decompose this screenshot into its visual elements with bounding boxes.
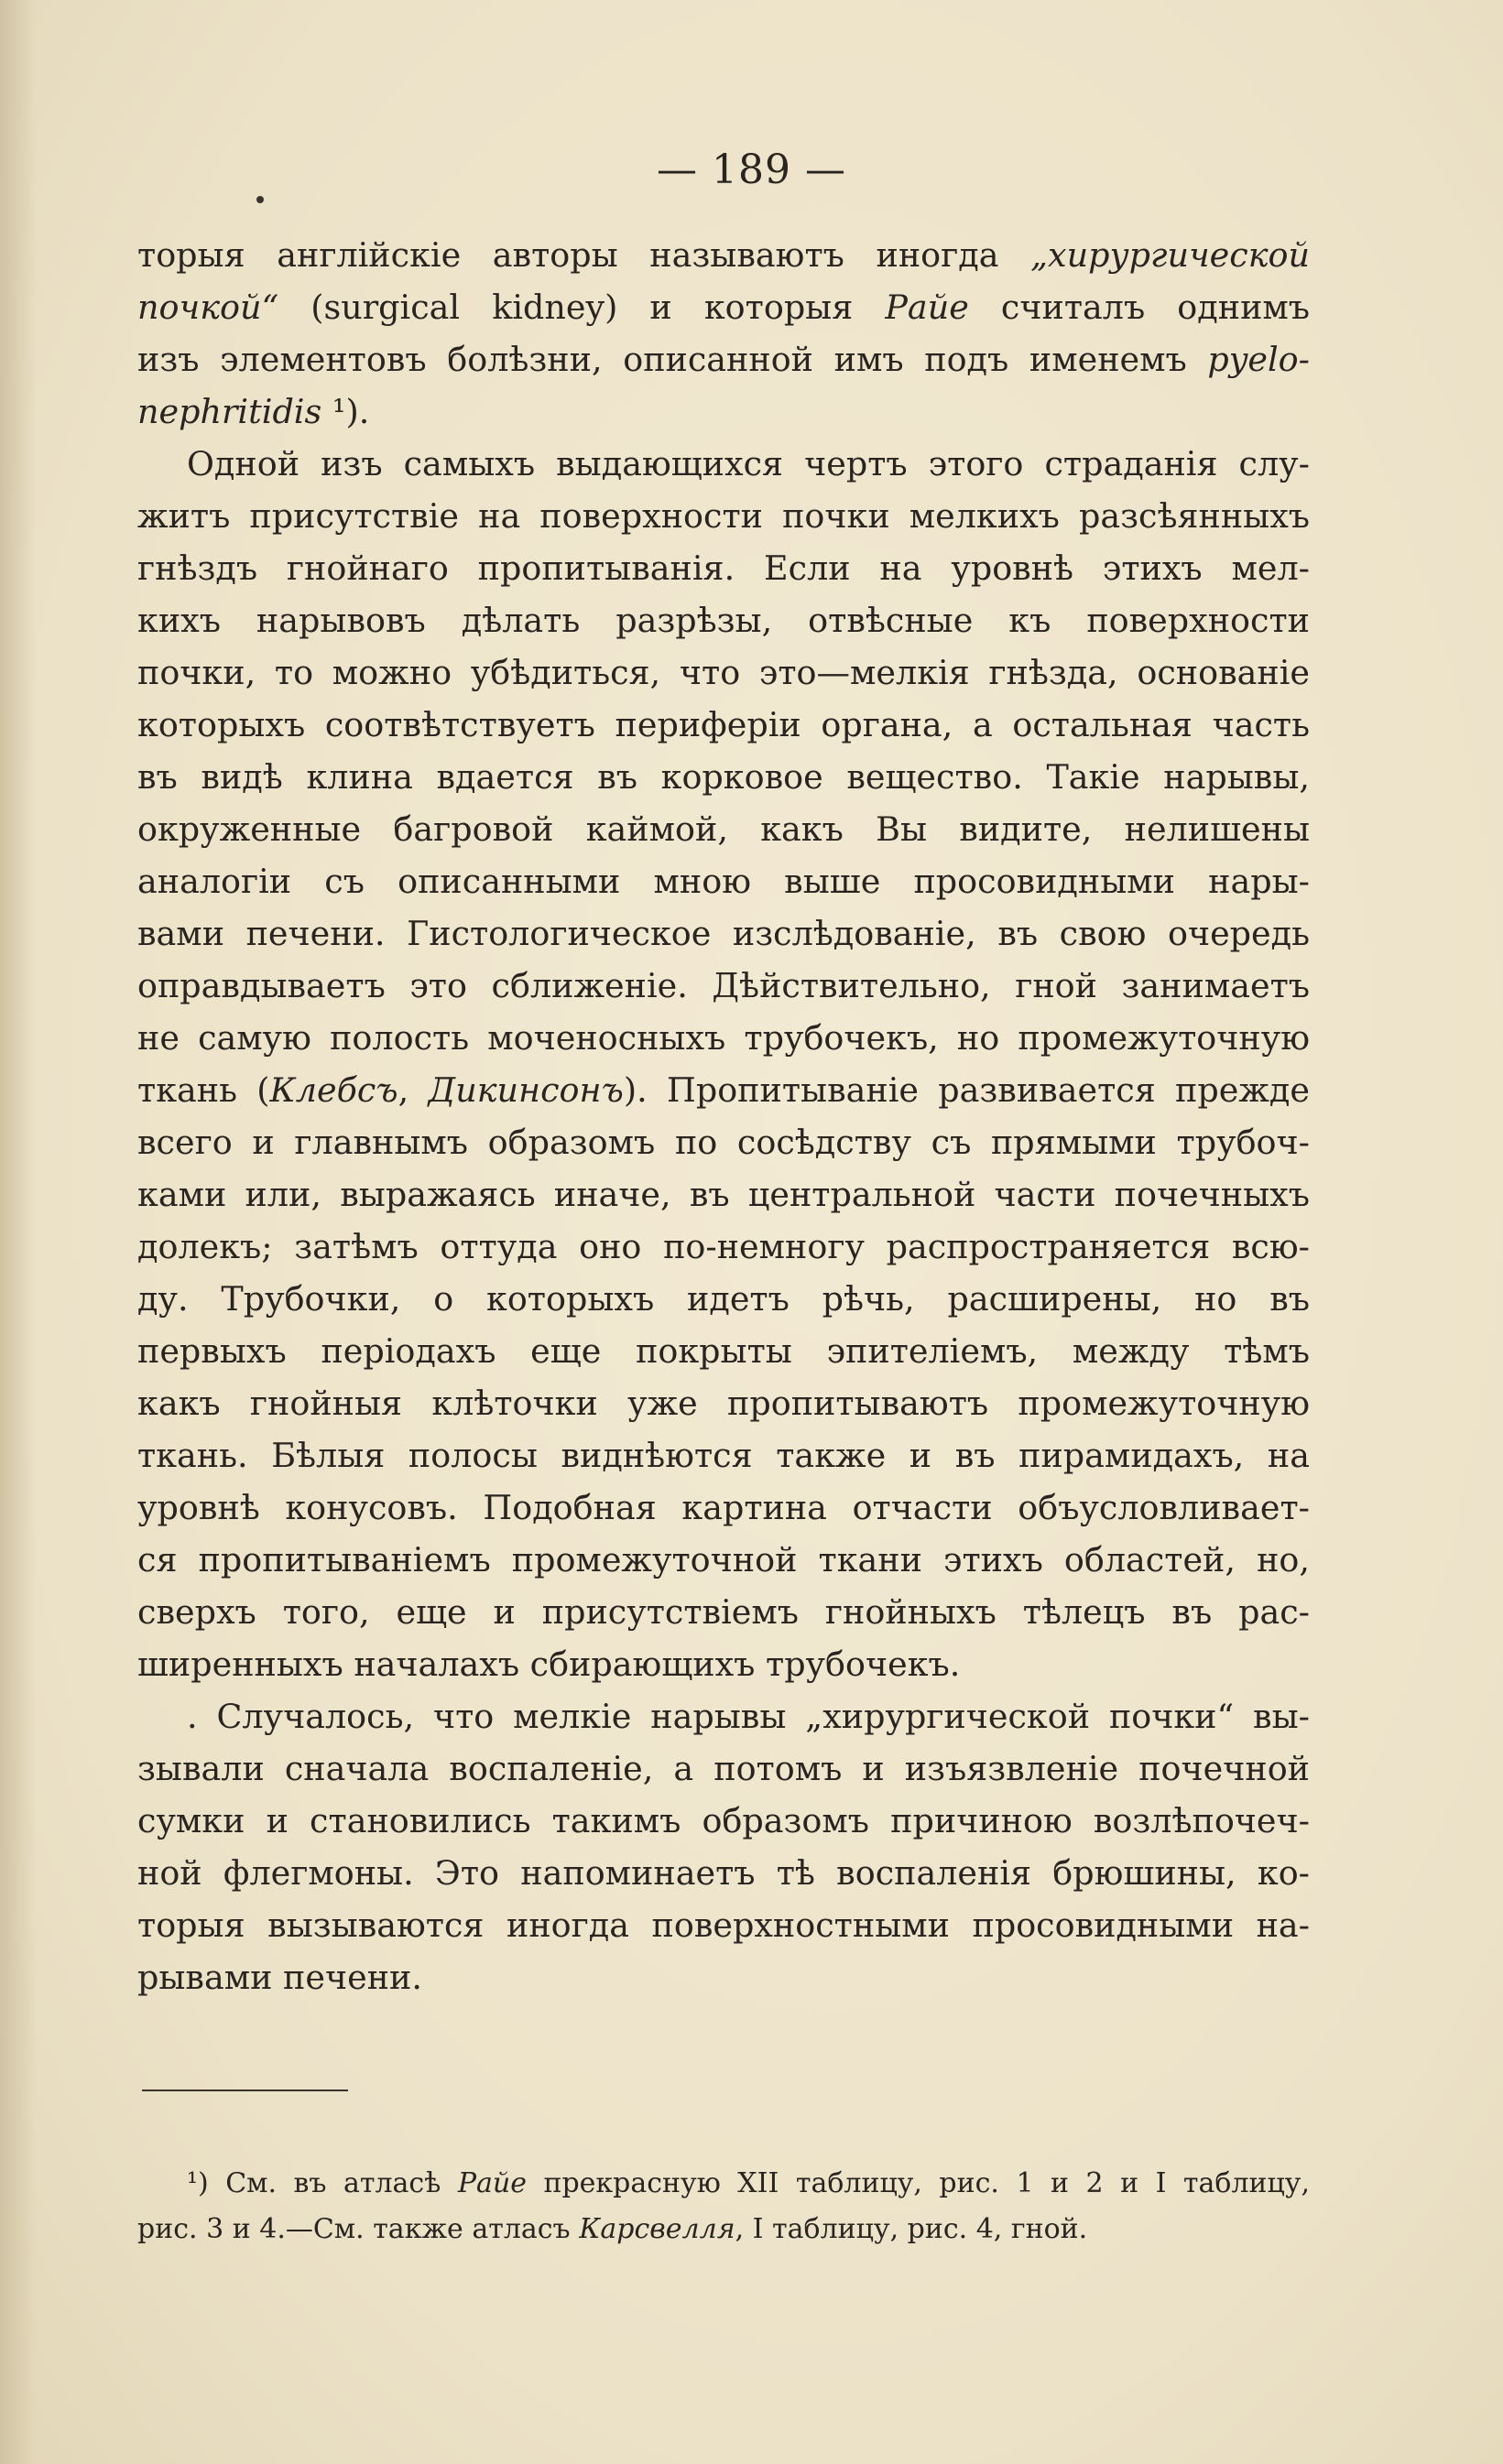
text-run: вами печени. Гистологическое изслѣдованіе, въ свою очередь [137, 914, 1310, 953]
text-line [137, 751, 1310, 803]
text-line [137, 1951, 1310, 2003]
text-run: ткань. Бѣлыя полосы виднѣются также и въ пирамидахъ, на [137, 1436, 1310, 1475]
text-line [137, 281, 1310, 333]
text-run: зывали сначала воспаленіе, а потомъ и изъязвленіе почечной [137, 1749, 1310, 1788]
italic-text: Дикинсонъ [428, 1070, 624, 1110]
text-line [137, 333, 1310, 385]
italic-text: почкой“ [137, 288, 279, 327]
footnote-rule [142, 2090, 348, 2091]
text-run: торыя англійскіе авторы называютъ иногда [137, 235, 1031, 275]
spine-shadow [0, 0, 37, 2464]
text-run: аналогіи съ описанными мною выше просовидными нары- [137, 862, 1310, 901]
paragraph [137, 438, 1310, 1690]
text-line [137, 2161, 1310, 2207]
italic-text: nephritidis [137, 392, 322, 431]
text-run: почки, то можно убѣдиться, что это—мелкія гнѣзда, основаніе [137, 653, 1310, 692]
text-line [137, 594, 1310, 646]
body-text [137, 229, 1310, 2003]
text-line [137, 1795, 1310, 1847]
text-line [137, 1221, 1310, 1273]
text-run: Одной изъ самыхъ выдающихся чертъ этого страданія слу- [187, 444, 1310, 483]
text-line [137, 1377, 1310, 1429]
footnote [137, 2161, 1310, 2252]
text-run: ¹). [321, 392, 370, 431]
text-run: (surgical kidney) и которыя [278, 288, 886, 327]
text-run: ду. Трубочки, о которыхъ идетъ рѣчь, расширены, но въ [137, 1279, 1310, 1319]
text-line [137, 960, 1310, 1012]
text-run: въ видѣ клина вдается въ корковое вещество. Такіе нарывы, [137, 757, 1310, 797]
italic-text: Райе [457, 2167, 527, 2199]
text-run: кихъ нарывовъ дѣлать разрѣзы, отвѣсные къ поверхности [137, 601, 1310, 640]
text-run: сумки и становились такимъ образомъ причиною возлѣпочеч- [137, 1801, 1310, 1840]
text-run: изъ элементовъ болѣзни, описанной имъ подъ именемъ [137, 340, 1208, 379]
paragraph [137, 229, 1310, 438]
text-line [137, 1899, 1310, 1951]
text-line [137, 1742, 1310, 1795]
text-run: житъ присутствіе на поверхности почки мелкихъ разсѣянныхъ [137, 496, 1310, 536]
text-line [137, 490, 1310, 542]
italic-text: Клебсъ [269, 1070, 398, 1110]
text-line [137, 2207, 1310, 2252]
text-line [137, 438, 1310, 490]
ink-dot [256, 196, 264, 203]
text-run: , [398, 1070, 429, 1110]
text-run: рывами печени. [137, 1958, 422, 1997]
text-run: ками или, выражаясь иначе, въ центральной части почечныхъ [137, 1175, 1310, 1214]
text-line [137, 1273, 1310, 1325]
text-run: долекъ; затѣмъ оттуда оно по-немногу распространяется всю- [137, 1227, 1310, 1266]
text-run: ной флегмоны. Это напоминаетъ тѣ воспаленія брюшины, ко- [137, 1853, 1310, 1893]
text-run: ). Пропитываніе развивается прежде [623, 1070, 1310, 1110]
text-run: считалъ однимъ [968, 288, 1310, 327]
text-run: которыхъ соотвѣтствуетъ периферіи органа, а остальная часть [137, 705, 1310, 744]
text-line [137, 855, 1310, 907]
text-run: . Случалось, что мелкіе нарывы „хирургической почки“ вы- [187, 1697, 1310, 1736]
text-run: какъ гнойныя клѣточки уже пропитываютъ промежуточную [137, 1384, 1310, 1423]
text-run: рис. 3 и 4.—См. также атласъ [137, 2213, 580, 2245]
text-line [137, 1325, 1310, 1377]
text-line [137, 229, 1310, 281]
text-run: , I таблицу, рис. 4, гной. [735, 2213, 1088, 2245]
text-line [137, 1168, 1310, 1221]
text-line [137, 385, 1310, 438]
text-line [137, 1847, 1310, 1899]
page-number: — 189 — [657, 147, 846, 193]
text-run: сверхъ того, еще и присутствіемъ гнойныхъ тѣлецъ въ рас- [137, 1592, 1310, 1632]
text-run: гнѣздъ гнойнаго пропитыванія. Если на уровнѣ этихъ мел- [137, 548, 1310, 588]
text-run: ся пропитываніемъ промежуточной ткани этихъ областей, но, [137, 1540, 1310, 1579]
text-line [137, 1534, 1310, 1586]
text-run: не самую полость моченосныхъ трубочекъ, но промежуточную [137, 1018, 1310, 1058]
text-run: первыхъ періодахъ еще покрыты эпителіемъ, между тѣмъ [137, 1331, 1310, 1371]
text-run: прекрасную XII таблицу, рис. 1 и 2 и I таблицу, [526, 2167, 1310, 2199]
text-line [137, 1690, 1310, 1742]
italic-text: „хирургической [1030, 235, 1310, 275]
text-run: ¹) См. въ атласѣ [187, 2167, 458, 2199]
text-line [137, 803, 1310, 855]
text-run: окруженные багровой каймой, какъ Вы видите, нелишены [137, 809, 1310, 849]
paragraph [137, 1690, 1310, 2003]
text-run: ширенныхъ началахъ сбирающихъ трубочекъ. [137, 1644, 961, 1684]
text-line [137, 646, 1310, 699]
text-line [137, 699, 1310, 751]
text-line [137, 1064, 1310, 1116]
italic-text: pyelo- [1207, 340, 1310, 379]
text-run: ткань ( [137, 1070, 270, 1110]
text-line [137, 1429, 1310, 1482]
text-run: торыя вызываются иногда поверхностными просовидными на- [137, 1905, 1310, 1945]
italic-text: Карсвелля [579, 2213, 735, 2245]
italic-text: Райе [885, 288, 969, 327]
text-line [137, 907, 1310, 960]
text-line [137, 542, 1310, 594]
text-line [137, 1638, 1310, 1690]
text-line [137, 1116, 1310, 1168]
text-run: всего и главнымъ образомъ по сосѣдству съ прямыми трубоч- [137, 1123, 1310, 1162]
text-run: уровнѣ конусовъ. Подобная картина отчасти объусловливает- [137, 1488, 1310, 1527]
text-line [137, 1012, 1310, 1064]
text-line [137, 1482, 1310, 1534]
text-run: оправдываетъ это сближеніе. Дѣйствительно, гной занимаетъ [137, 966, 1310, 1005]
text-line [137, 1586, 1310, 1638]
